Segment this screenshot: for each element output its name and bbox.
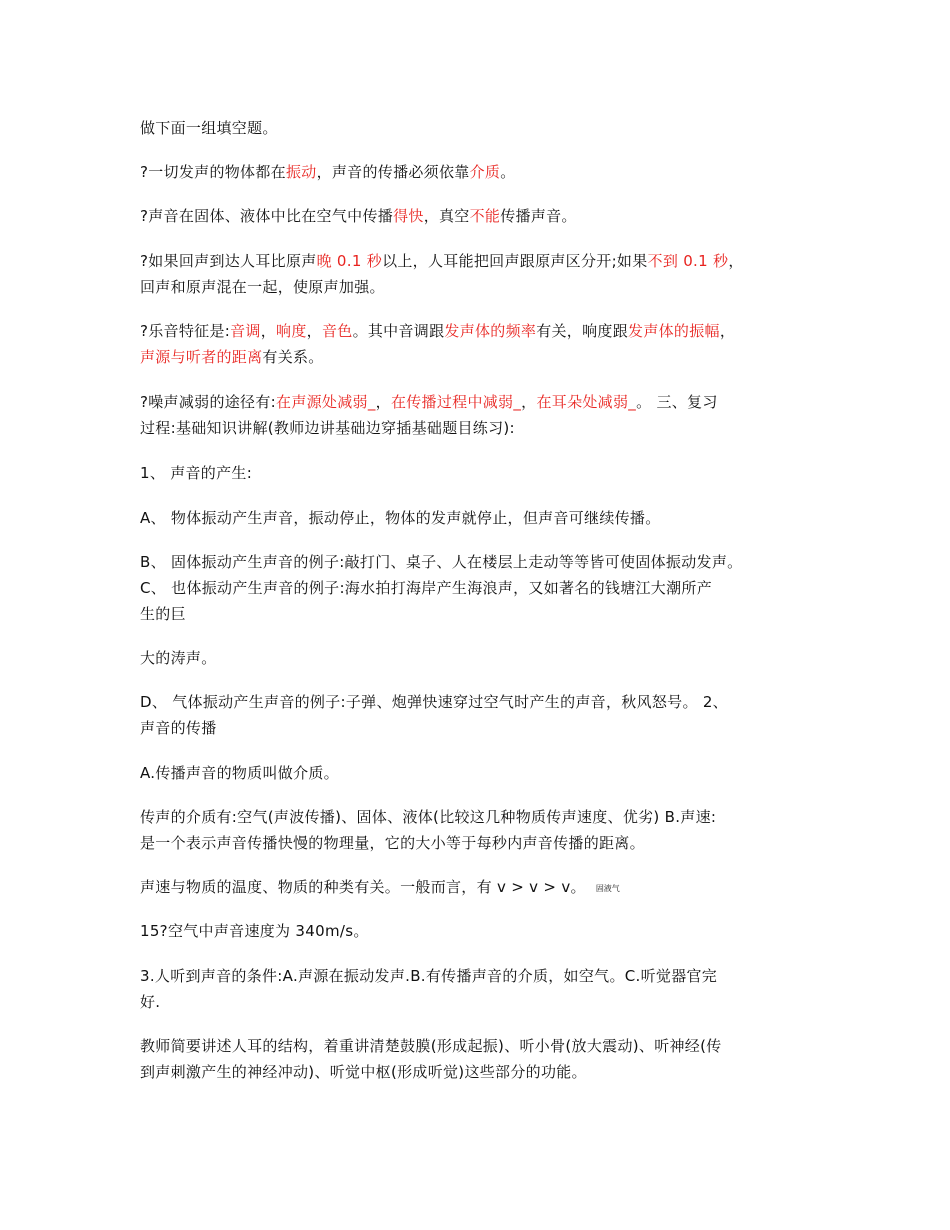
question-noise (140, 389, 830, 415)
question-vibration (140, 159, 830, 185)
q4-text: 。其中音调跟 (352, 322, 445, 340)
q1-text: ?一切发声的物体都在 (140, 163, 286, 181)
review-process-line: 过程:基础知识讲解(教师边讲基础边穿插基础题目练习): (140, 419, 515, 437)
intro-line: 做下面一组填空题。 (140, 119, 278, 137)
section-heading-production: 1、 声音的产生: (140, 464, 253, 482)
q2-text: ，真空 (423, 207, 470, 225)
answer-loudness: 响度 (276, 322, 307, 340)
q1-text: ，声音的传播必须依靠 (316, 163, 470, 181)
q4-text: ， (306, 322, 322, 340)
q4-text: ?乐音特征是: (140, 322, 231, 340)
q5-text: ， (375, 393, 391, 411)
question-speed (140, 203, 830, 229)
question-musical-tone-line2 (140, 344, 830, 370)
q3-text: 以上，人耳能把回声跟原声区分开;如果 (382, 252, 648, 270)
q5-text: 。 三、复习 (636, 393, 718, 411)
answer-pitch: 音调 (230, 322, 261, 340)
speed-definition: 是一个表示声音传播快慢的物理量，它的大小等于每秒内声音传播的距离。 (140, 834, 645, 852)
question-musical-tone (140, 318, 830, 344)
q4-text: ， (719, 322, 736, 340)
answer-medium: 介质 (469, 163, 501, 181)
answer-in-transmission: 在传播过程中减弱_ (390, 393, 522, 411)
q1-text: 。 (500, 163, 516, 181)
speed-factors-text: 声速与物质的温度、物质的种类有关。一般而言，有 v > v > v。 (140, 878, 586, 896)
question-echo-line2: 回声和原声混在一起，使原声加强。 (140, 278, 385, 296)
point-c-cont: 生的巨 (140, 605, 186, 623)
answer-cannot: 不能 (469, 207, 501, 225)
answer-at-source: 在声源处减弱_ (276, 393, 376, 411)
question-echo (140, 248, 830, 274)
medium-types: 传声的介质有:空气(声波传播)、固体、液体(比较这几种物质传声速度、优劣) B.声速: (140, 808, 717, 826)
answer-faster: 得快 (393, 207, 424, 225)
medium-definition: A.传播声音的物质叫做介质。 (140, 764, 339, 782)
point-c-end: 大的涛声。 (140, 649, 217, 667)
point-d: D、 气体振动产生声音的例子:子弹、炮弹快速穿过空气时产生的声音，秋风怒号。 2、 (140, 693, 728, 711)
q2-text: 传播声音。 (500, 207, 577, 225)
point-b: B、 固体振动产生声音的例子:敲打门、桌子、人在楼层上走动等等皆可使固体振动发声。 (140, 553, 743, 571)
section-heading-propagation: 声音的传播 (140, 719, 217, 737)
ear-structure: 教师简要讲述人耳的结构，着重讲清楚鼓膜(形成起振)、听小骨(放大震动)、听神经(传 (140, 1037, 722, 1055)
answer-less: 不到 0.1 秒 (647, 252, 729, 270)
answer-vibration: 振动 (285, 163, 317, 181)
hearing-conditions-cont: 好. (140, 993, 161, 1011)
q5-text: ?噪声减弱的途径有: (140, 393, 277, 411)
q4-text: 有关系。 (262, 348, 324, 366)
answer-later: 晚 0.1 秒 (316, 252, 383, 270)
point-a: A、 物体振动产生声音，振动停止，物体的发声就停止，但声音可继续传播。 (140, 509, 661, 527)
answer-frequency: 发声体的频率 (444, 322, 537, 340)
speed-subscripts: 固液气 (595, 884, 620, 893)
answer-at-ear: 在耳朵处减弱_ (536, 393, 637, 411)
point-c: C、 也体振动产生声音的例子:海水拍打海岸产生海浪声，又如著名的钱塘江大潮所产 (140, 579, 712, 597)
q2-text: ?声音在固体、液体中比在空气中传播 (140, 207, 394, 225)
q4-text: ， (260, 322, 277, 340)
hearing-conditions: 3.人听到声音的条件:A.声源在振动发声.B.有传播声音的介质，如空气。C.听觉器官完 (140, 967, 718, 985)
q3-text: ， (728, 252, 744, 270)
ear-structure-cont: 到声刺激产生的神经冲动)、听觉中枢(形成听觉)这些部分的功能。 (140, 1063, 587, 1081)
speed-in-air: 15?空气中声音速度为 340m/s。 (140, 922, 369, 940)
q5-text: ， (521, 393, 537, 411)
answer-distance: 声源与听者的距离 (140, 348, 263, 366)
q3-text: ?如果回声到达人耳比原声 (140, 252, 317, 270)
speed-factors (140, 874, 830, 902)
answer-amplitude: 发声体的振幅 (628, 322, 720, 340)
answer-timbre: 音色 (321, 322, 353, 340)
q4-text: 有关，响度跟 (536, 322, 629, 340)
